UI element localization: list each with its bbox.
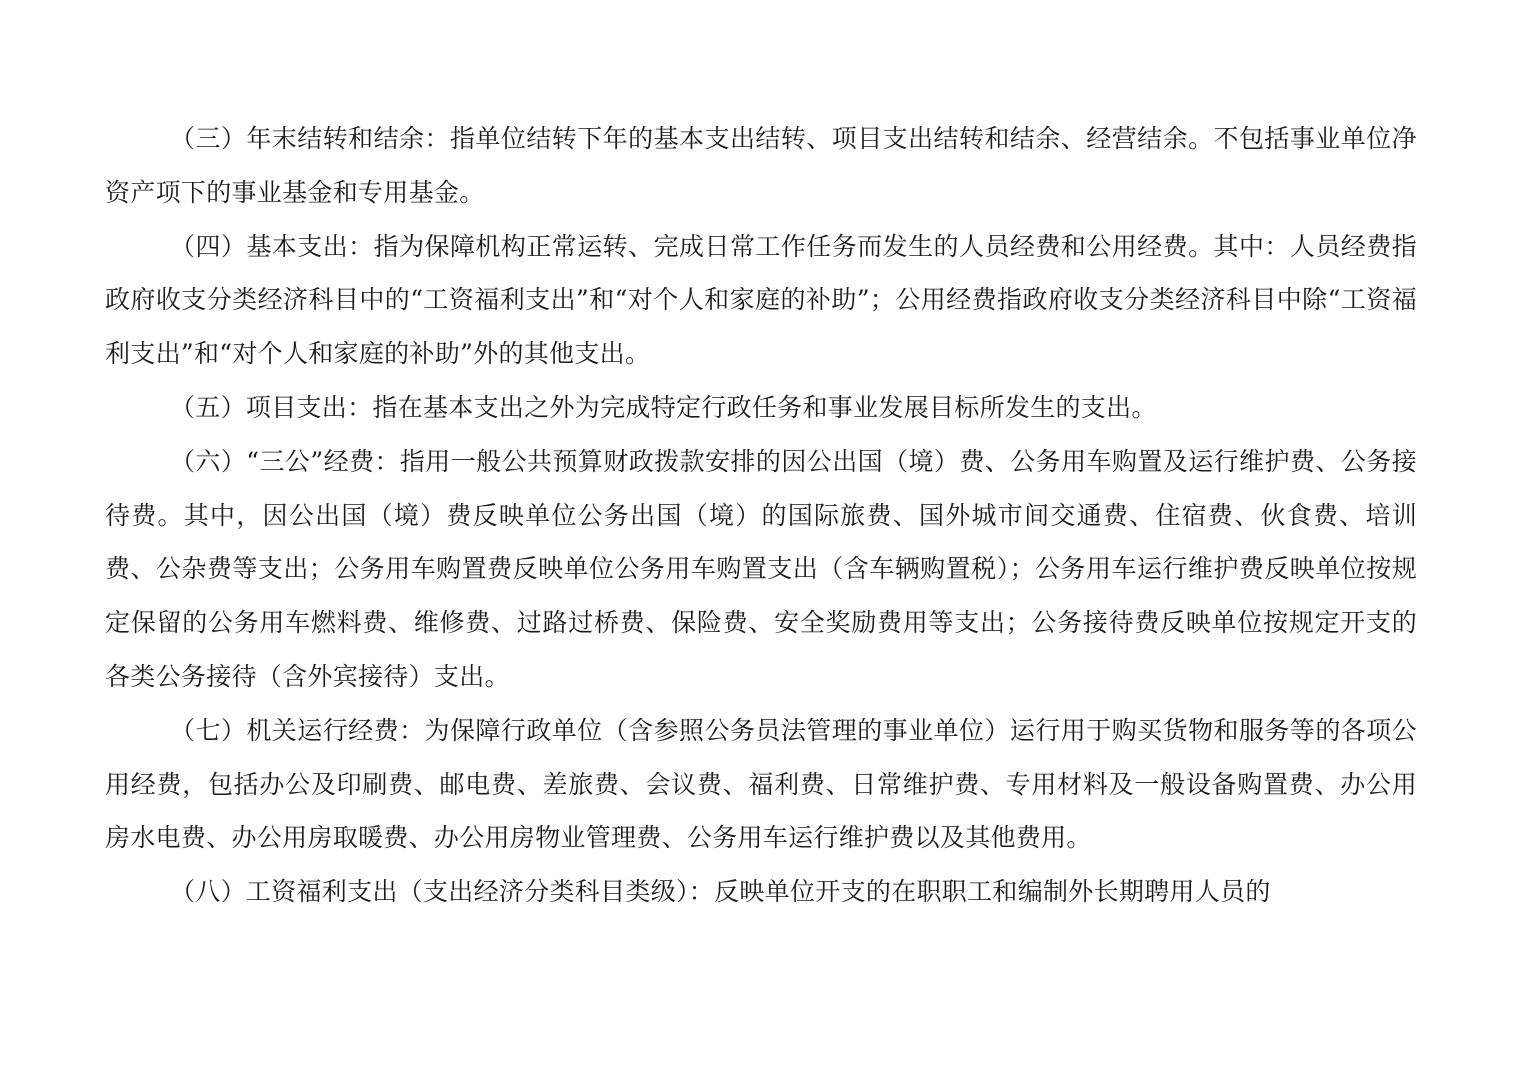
paragraph-three-public-expenses: （六）“三公”经费：指用一般公共预算财政拨款安排的因公出国（境）费、公务用车购置及运行维护费、公务接待费。其中，因公出国（境）费反映单位公务出国（境）的国际旅费、国外城市间交通费、住宿费、伙食费、培训费、公杂费等支出；公务用车购置费反映单位公务用车购置支出（含车辆购置税）；公务用车运行维护费反映单位按规定保留的公务用车燃料费、维修费、过路过桥费、保险费、安全奖励费用等支出；公务接待费反映单位按规定开支的各类公务接待（含外宾接待）支出。: [105, 446, 1417, 691]
document-page: [105, 112, 1417, 919]
paragraph-basic-expenditure: （四）基本支出：指为保障机构正常运转、完成日常工作任务而发生的人员经费和公用经费。其中：人员经费指政府收支分类经济科目中的“工资福利支出”和“对个人和家庭的补助”；公用经费指政府收支分类经济科目中除“工资福利支出”和“对个人和家庭的补助”外的其他支出。: [105, 231, 1417, 369]
paragraph-agency-operating-expenses: （七）机关运行经费：为保障行政单位（含参照公务员法管理的事业单位）运行用于购买货物和服务等的各项公用经费，包括办公及印刷费、邮电费、差旅费、会议费、福利费、日常维护费、专用材料及一般设备购置费、办公用房水电费、办公用房取暖费、办公用房物业管理费、公务用车运行维护费以及其他费用。: [105, 715, 1417, 853]
paragraph-wage-welfare-expenditure: （八）工资福利支出（支出经济分类科目类级）：反映单位开支的在职职工和编制外长期聘用人员的: [170, 877, 1271, 907]
paragraph-year-end-balance: （三）年末结转和结余：指单位结转下年的基本支出结转、项目支出结转和结余、经营结余。不包括事业单位净资产项下的事业基金和专用基金。: [105, 124, 1417, 207]
paragraph-project-expenditure: （五）项目支出：指在基本支出之外为完成特定行政任务和事业发展目标所发生的支出。: [170, 392, 1157, 422]
